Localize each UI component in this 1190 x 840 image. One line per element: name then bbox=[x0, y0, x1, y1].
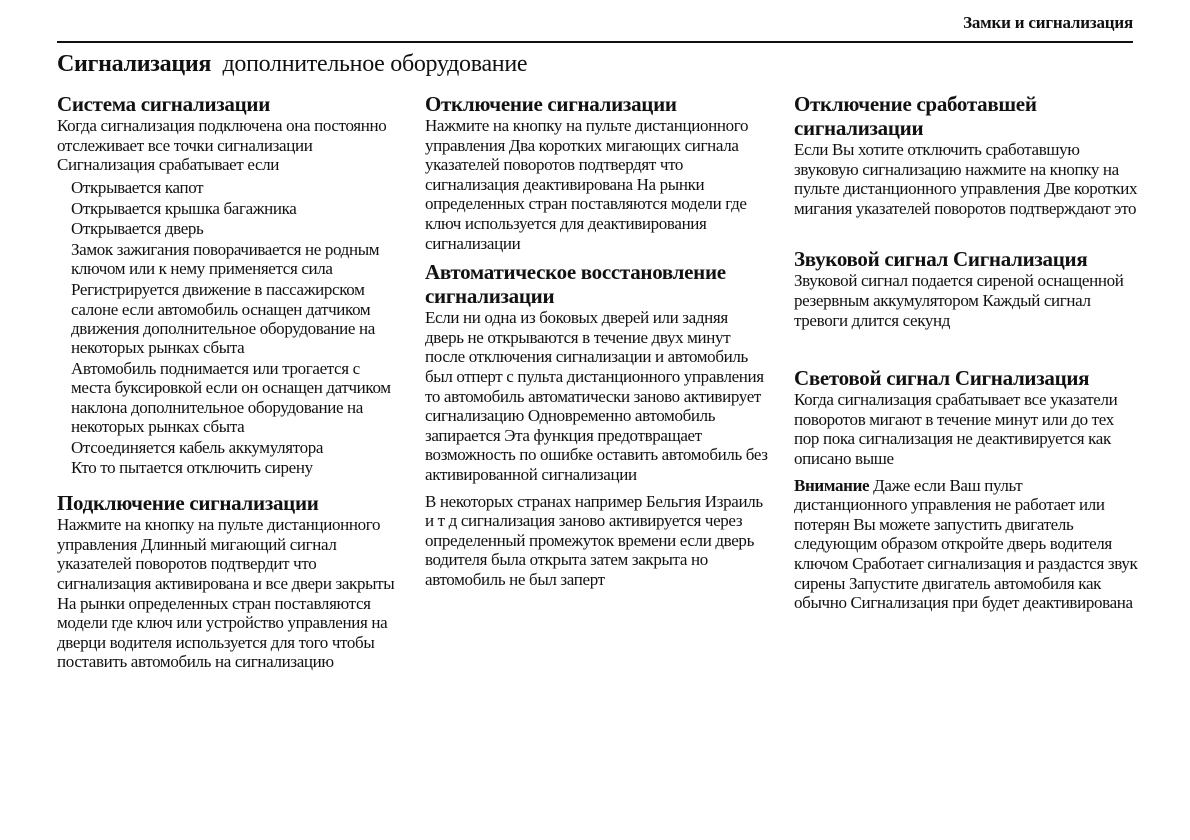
chapter-title: Замки и сигнализация bbox=[963, 13, 1133, 32]
list-item: Регистрируется движение в пассажирском салоне если автомобиль оснащен датчиком движения дополнительное оборудование на некоторых рынках сбыта bbox=[71, 280, 375, 358]
warning-text: Даже если Ваш пульт дистанционного управления не работает или потерян Вы можете запустить двигатель следующим образом откройте дверь водителя ключом Сработает сигнализация и раздастся звук сирены Запустите двигатель автомобиля как обычно Сигнализация при будет деактивирована bbox=[794, 475, 1138, 613]
list-item: Открывается капот bbox=[71, 177, 204, 197]
para-alarm-system: Когда сигнализация подключена она постоянно отслеживает все точки сигнализации Сигнализация срабатывает если bbox=[57, 116, 387, 175]
para-auto-rearm-2: В некоторых странах например Бельгия Израиль и т д сигнализация заново активируется через определенный промежуток времени если дверь водителя была открыта затем закрыта но автомобиль не был заперт bbox=[425, 491, 763, 589]
column-1 bbox=[57, 92, 402, 672]
heading-connect-alarm: Подключение сигнализации bbox=[57, 491, 319, 516]
para-sound-signal: Звуковой сигнал подается сиреной оснащенной резервным аккумулятором Каждый сигнал тревоги длится секунд bbox=[794, 271, 1124, 330]
header-rule bbox=[57, 41, 1133, 43]
heading-light-signal: Световой сигнал Сигнализация bbox=[794, 366, 1090, 391]
list-item: Открывается дверь bbox=[71, 219, 204, 239]
trigger-list bbox=[57, 178, 402, 478]
list-item: Отсоединяется кабель аккумулятора bbox=[71, 437, 324, 457]
list-item: Замок зажигания поворачивается не родным ключом или к нему применяется сила bbox=[71, 240, 380, 279]
warning-label: Внимание bbox=[794, 475, 870, 495]
heading-disable-triggered: Отключение сработавшей сигнализации bbox=[794, 92, 1037, 140]
heading-disable-alarm: Отключение сигнализации bbox=[425, 92, 677, 116]
para-disable-alarm: Нажмите на кнопку на пульте дистанционного управления Два коротких мигающих сигнала указателей поворотов подтвердят что сигнализация деактивирована На рынки определенных стран поставляются модели где ключ используется для деактивирования сигнализации bbox=[425, 116, 749, 253]
section-title bbox=[57, 51, 527, 78]
para-warning bbox=[794, 476, 1139, 613]
section-title-bold: Сигнализация bbox=[57, 51, 212, 77]
para-auto-rearm-1: Если ни одна из боковых дверей или задняя дверь не открываются в течение двух минут после отключения сигнализации и автомобиль был отперт с пульта дистанционного управления то автомобиль автоматически заново активирует сигнализацию Одновременно автомобиль запирается Эта функция предотвращает возможность по ошибке оставить автомобиль без активированной сигнализации bbox=[425, 308, 768, 484]
heading-auto-rearm: Автоматическое восстановление сигнализации bbox=[425, 260, 726, 309]
column-3 bbox=[794, 92, 1139, 613]
list-item: Автомобиль поднимается или трогается с места буксировкой если он оснащен датчиком наклона дополнительное оборудование на некоторых рынках сбыта bbox=[71, 358, 391, 436]
list-item: Кто то пытается отключить сирену bbox=[71, 458, 313, 478]
section-title-rest: дополнительное оборудование bbox=[222, 51, 528, 77]
list-item: Открывается крышка багажника bbox=[71, 198, 297, 218]
para-connect-alarm: Нажмите на кнопку на пульте дистанционного управления Длинный мигающий сигнал указателей поворотов подтвердит что сигнализация активирована и все двери закрыты На рынки определенных стран поставляются модели где ключ или устройство управления на дверци водителя используется для того чтобы поставить автомобиль на сигнализацию bbox=[57, 515, 395, 672]
para-disable-triggered: Если Вы хотите отключить сработавшую звуковую сигнализацию нажмите на кнопку на пульте дистанционного управления Две коротких мигания указателей поворотов подтверждают это bbox=[794, 140, 1138, 218]
column-2 bbox=[425, 92, 770, 589]
heading-alarm-system: Система сигнализации bbox=[57, 92, 270, 116]
para-light-signal: Когда сигнализация срабатывает все указатели поворотов мигают в течение минут или до тех пор пока сигнализация не деактивируется как описано выше bbox=[794, 390, 1118, 468]
heading-sound-signal: Звуковой сигнал Сигнализация bbox=[794, 247, 1088, 272]
